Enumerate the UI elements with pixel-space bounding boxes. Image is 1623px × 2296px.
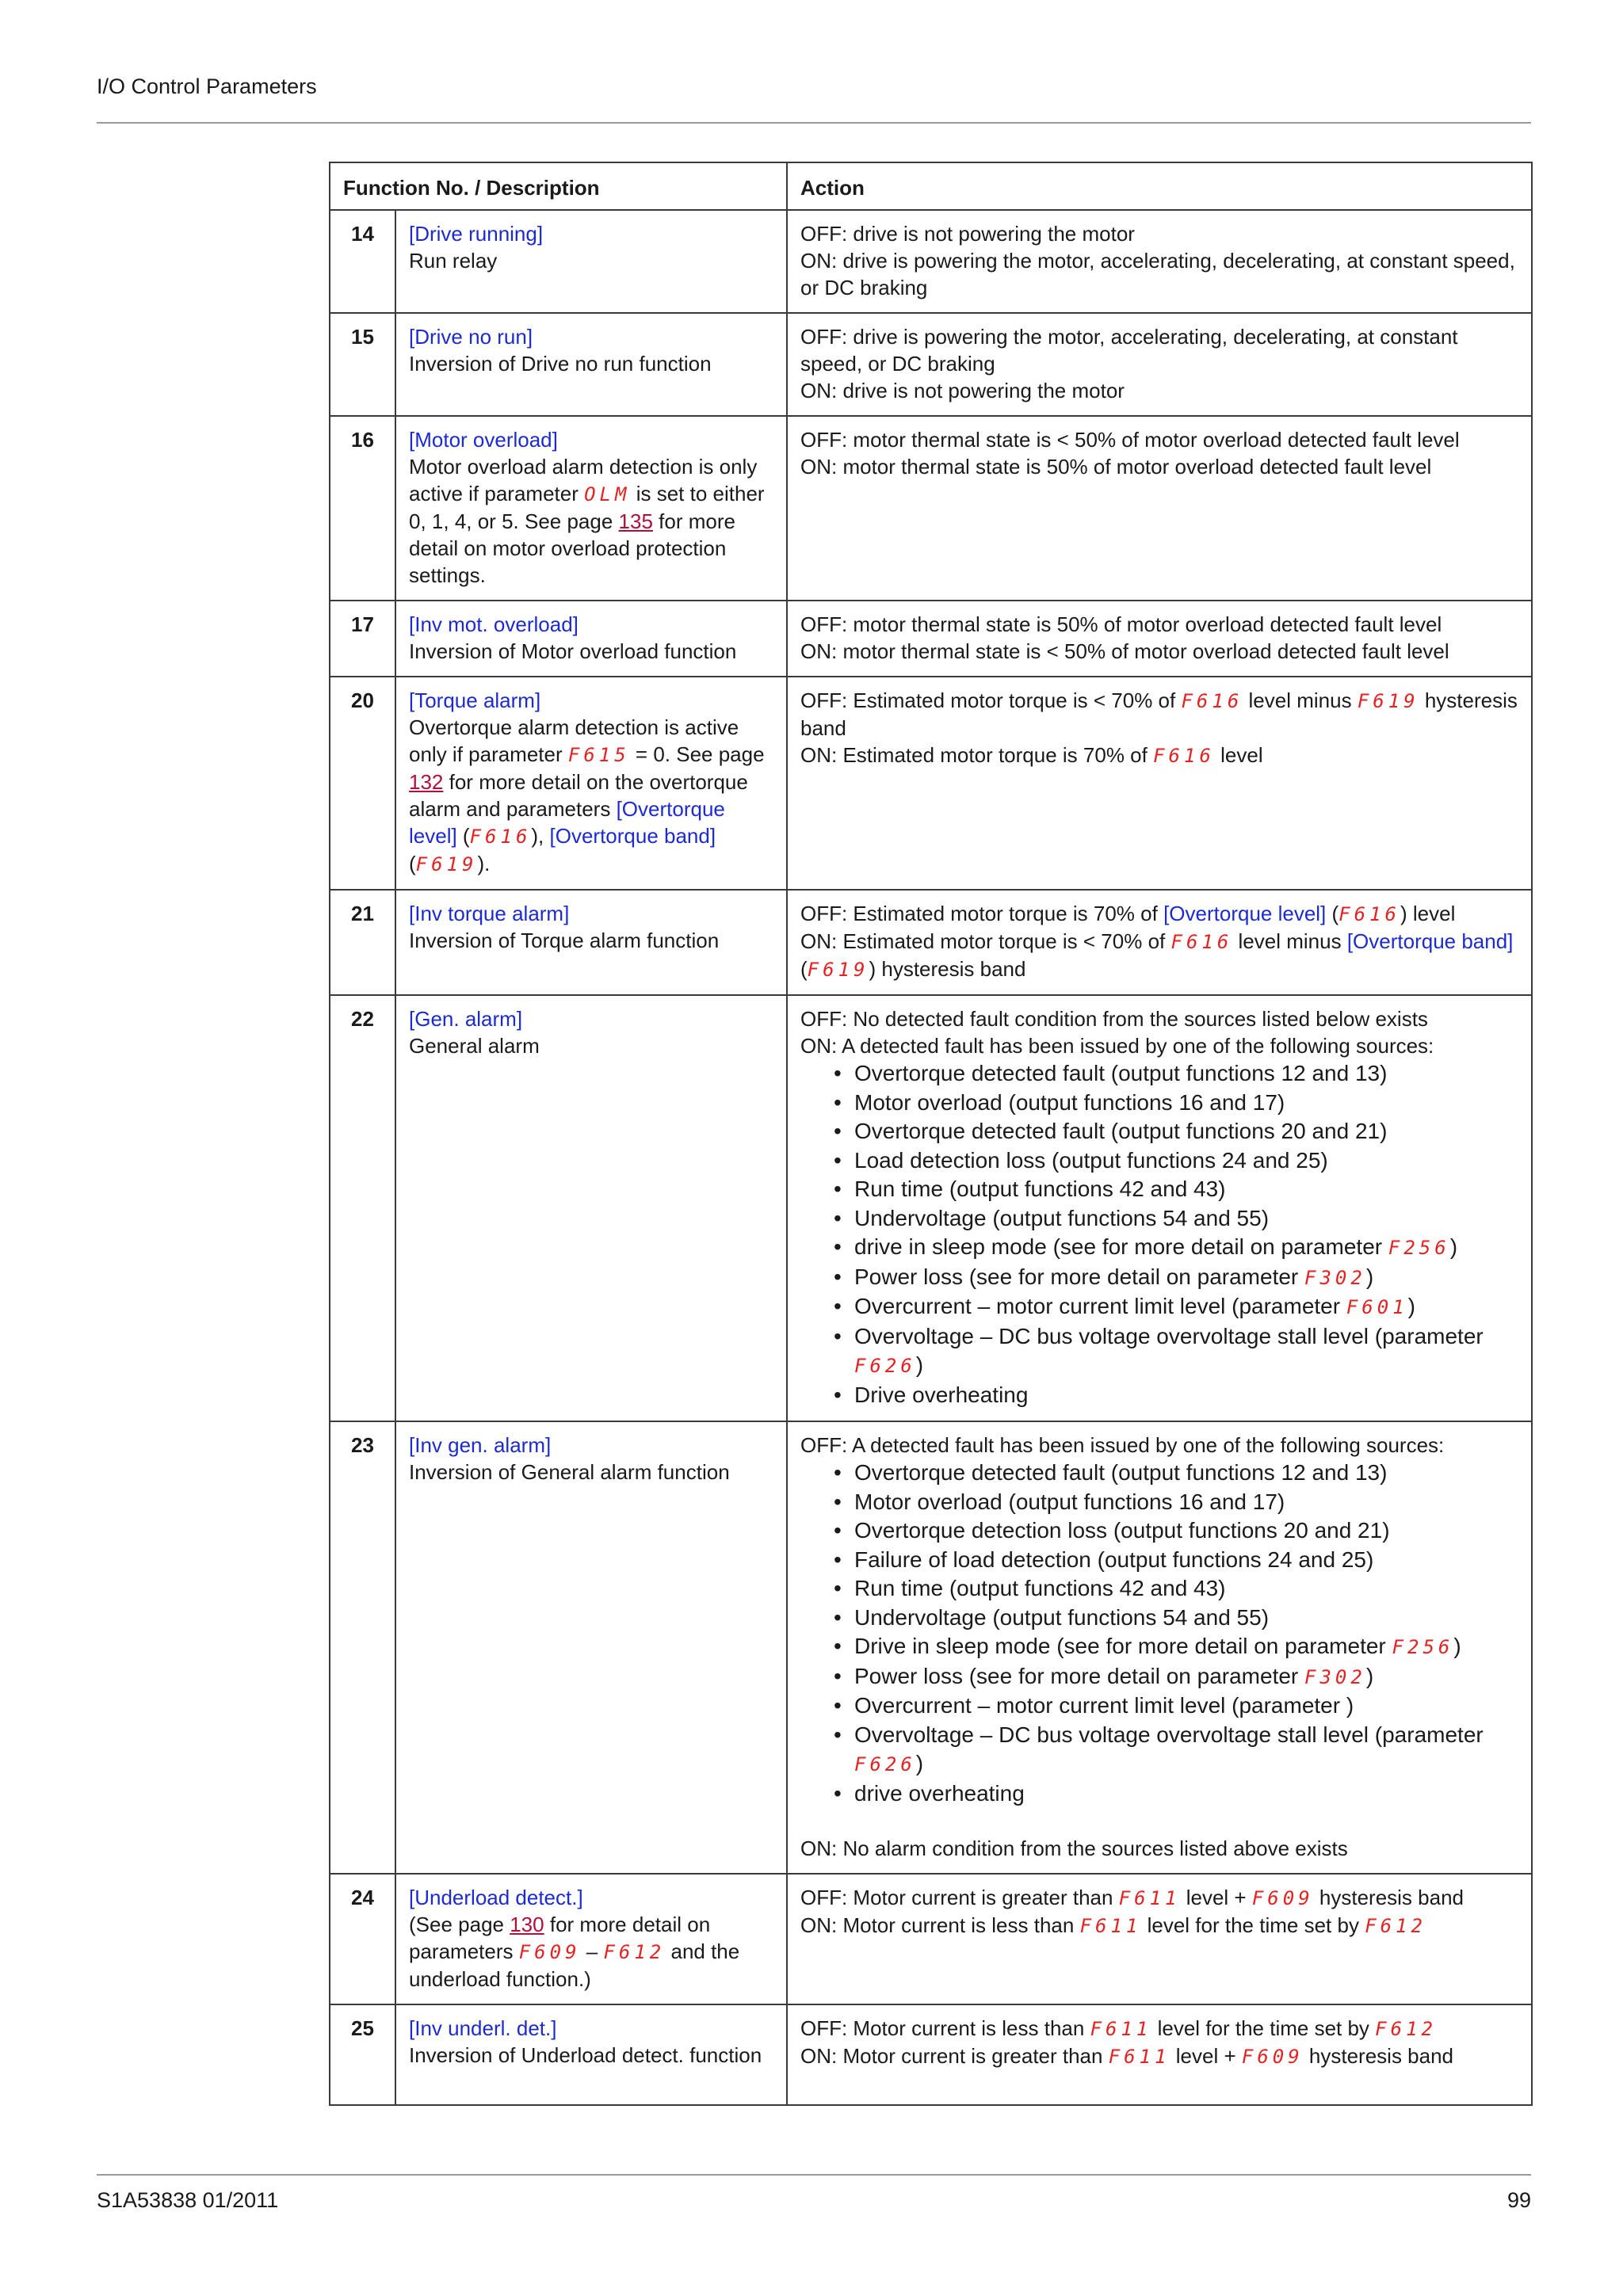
parameter-code: F616	[1181, 690, 1243, 712]
parameter-link-overtorque-band[interactable]: [Overtorque band]	[1346, 929, 1514, 953]
parameter-code: F609	[518, 1941, 581, 1963]
action-off: OFF: A detected fault has been issued by one of the following sources:	[800, 1433, 1445, 1457]
column-header-function: Function No. / Description	[330, 162, 787, 210]
action-off: OFF: motor thermal state is 50% of motor overload detected fault level	[800, 612, 1442, 636]
page-reference-link[interactable]: 130	[510, 1913, 544, 1936]
list-item: • Overcurrent – motor current limit level (parameter F601)	[834, 1292, 1523, 1322]
item-text: Overvoltage – DC bus voltage overvoltage stall level (parameter	[854, 1722, 1484, 1747]
item-text: Overvoltage – DC bus voltage overvoltage stall level (parameter	[854, 1323, 1484, 1348]
action-text: ON: Motor current is greater than	[800, 2044, 1103, 2068]
action-text: ON: Estimated motor torque is < 70% of	[800, 929, 1166, 953]
function-action	[787, 1421, 1532, 1874]
parameter-code: F611	[1108, 2046, 1170, 2068]
list-item: • Overcurrent – motor current limit level (parameter )	[834, 1691, 1523, 1721]
table-row	[330, 677, 1532, 890]
list-item: • Drive in sleep mode (see for more detail on parameter F256)	[834, 1632, 1523, 1662]
action-on: ON: A detected fault has been issued by one of the following sources:	[800, 1034, 1434, 1058]
parameter-code: F626	[854, 1753, 916, 1775]
function-description	[395, 995, 787, 1421]
action-on: ON: drive is powering the motor, accelerating, decelerating, at constant speed, or DC braking	[800, 249, 1515, 299]
action-on: ON: No alarm condition from the sources listed above exists	[800, 1836, 1348, 1860]
description-text: is set to either 0, 1, 4, or 5. See page	[409, 482, 765, 533]
action-text: level	[1220, 743, 1263, 767]
footer-divider	[97, 2174, 1531, 2176]
function-description: [Underload detect.] (See page 130 for more detail on parameters F609 – F612 and the underload function.)	[395, 1874, 787, 2004]
action-off: OFF: Estimated motor torque is 70% of [Overtorque level] (F616) level	[800, 902, 1456, 925]
list-item: • Overtorque detected fault (output functions 12 and 13)	[834, 1059, 1523, 1089]
action-text: ON: Motor current is less than	[800, 1913, 1075, 1937]
table-row	[330, 210, 1532, 313]
list-item: • drive in sleep mode (see for more detail on parameter F256)	[834, 1233, 1523, 1263]
action-off	[800, 687, 1523, 742]
parameter-code: F616	[469, 826, 532, 848]
parameter-code: F612	[603, 1941, 666, 1963]
parameter-code: F601	[1346, 1296, 1408, 1318]
action-text: ON: Estimated motor torque is 70% of	[800, 743, 1148, 767]
function-description	[395, 1421, 787, 1874]
table-row	[330, 313, 1532, 416]
function-name-link[interactable]: [Drive running]	[409, 222, 544, 246]
action-on: ON: Estimated motor torque is < 70% of F616 level minus [Overtorque band] (F619) hysteresis band	[800, 929, 1514, 981]
column-header-action: Action	[787, 162, 1532, 210]
action-off	[800, 2015, 1523, 2042]
page-header-title: I/O Control Parameters	[97, 74, 317, 98]
function-action	[787, 890, 1532, 995]
function-number: 15	[330, 313, 395, 416]
function-action	[787, 601, 1532, 677]
description-text: Inversion of Torque alarm function	[409, 929, 720, 952]
spacer	[800, 1808, 1523, 1835]
function-action	[787, 210, 1532, 313]
action-text: level minus	[1238, 929, 1342, 953]
action-text: level	[1412, 902, 1456, 925]
function-number: 16	[330, 416, 395, 601]
function-description: [Torque alarm] Overtorque alarm detection is active only if parameter F615 = 0. See page 132 for more detail on the overtorque alarm and parameters [Overtorque level] (F616), [Overtorque band] (F619).	[395, 677, 787, 890]
function-description	[395, 601, 787, 677]
action-text: hysteresis band	[800, 688, 1518, 740]
action-text: hysteresis band	[881, 957, 1026, 981]
description-text: and the underload function.)	[409, 1939, 740, 1991]
description-text: General alarm	[409, 1034, 540, 1058]
function-number: 17	[330, 601, 395, 677]
action-on	[800, 742, 1523, 769]
fault-source-list	[800, 1059, 1523, 1409]
item-text: Drive in sleep mode (see for more detail on parameter	[854, 1634, 1386, 1658]
parameter-code: F611	[1079, 1915, 1142, 1937]
list-item: • Overvoltage – DC bus voltage overvoltage stall level (parameter F626)	[834, 1322, 1523, 1381]
action-text: OFF: Estimated motor torque is 70% of	[800, 902, 1158, 925]
item-text: Overcurrent – motor current limit level (parameter	[854, 1294, 1341, 1318]
parameter-code: F616	[1170, 931, 1233, 953]
description-text: Inversion of General alarm function	[409, 1460, 730, 1484]
list-item: • Power loss (see for more detail on parameter F302)	[834, 1263, 1523, 1293]
function-action	[787, 677, 1532, 890]
list-item: • Failure of load detection (output functions 24 and 25)	[834, 1546, 1523, 1575]
action-off	[800, 1884, 1523, 1912]
parameter-code: F619	[1357, 690, 1419, 712]
parameter-code: F302	[1304, 1266, 1366, 1289]
footer-document-id: S1A53838 01/2011	[97, 2188, 279, 2212]
function-number: 14	[330, 210, 395, 313]
function-number: 20	[330, 677, 395, 890]
list-item: • Overtorque detected fault (output functions 20 and 21)	[834, 1117, 1523, 1146]
table-row	[330, 1421, 1532, 1874]
action-off: OFF: drive is powering the motor, accelerating, decelerating, at constant speed, or DC braking	[800, 325, 1458, 376]
parameter-code: F302	[1304, 1665, 1366, 1688]
action-off: OFF: motor thermal state is < 50% of motor overload detected fault level	[800, 428, 1460, 452]
description-text: Run relay	[409, 249, 498, 273]
list-item: • Motor overload (output functions 16 and 17)	[834, 1488, 1523, 1517]
header-divider	[97, 122, 1531, 124]
list-item: • Overtorque detected fault (output functions 12 and 13)	[834, 1459, 1523, 1488]
table-header-row	[330, 162, 1532, 210]
list-item: • Undervoltage (output functions 54 and 55)	[834, 1604, 1523, 1633]
function-action	[787, 416, 1532, 601]
function-action	[787, 2004, 1532, 2105]
description-text: Inversion of Motor overload function	[409, 639, 737, 663]
function-action	[787, 1874, 1532, 2004]
table-row	[330, 416, 1532, 601]
function-description	[395, 313, 787, 416]
action-on: ON: motor thermal state is 50% of motor overload detected fault level	[800, 455, 1432, 479]
function-description	[395, 2004, 787, 2105]
function-description	[395, 416, 787, 601]
action-on: ON: drive is not powering the motor	[800, 379, 1125, 402]
description-text: for more detail on motor overload protection settings.	[409, 509, 735, 587]
table-row	[330, 1874, 1532, 2004]
description-text: Motor overload alarm detection is only active if parameter	[409, 455, 758, 505]
parameter-code: F611	[1090, 2018, 1152, 2040]
function-number: 22	[330, 995, 395, 1421]
function-description	[395, 210, 787, 313]
list-item: • Motor overload (output functions 16 and 17)	[834, 1089, 1523, 1118]
list-item: • Overtorque detection loss (output functions 20 and 21)	[834, 1516, 1523, 1546]
action-text: hysteresis band	[1319, 1886, 1464, 1909]
item-text: Power loss (see for more detail on parameter	[854, 1663, 1299, 1688]
action-text: hysteresis band	[1308, 2044, 1454, 2068]
parameter-code: OLM	[584, 483, 631, 505]
function-name-link[interactable]: [Inv underl. det.]	[409, 2016, 557, 2040]
description-text: Overtorque alarm detection is active only if parameter	[409, 715, 739, 766]
function-name-link[interactable]: [Inv gen. alarm]	[409, 1433, 552, 1457]
list-item: • Run time (output functions 42 and 43)	[834, 1175, 1523, 1204]
action-text: level +	[1186, 1886, 1247, 1909]
function-name-link[interactable]: [Motor overload]	[409, 428, 558, 452]
action-text: level minus	[1248, 688, 1352, 712]
action-on	[800, 1912, 1523, 1939]
function-name-link[interactable]: [Gen. alarm]	[409, 1007, 523, 1031]
function-number: 24	[330, 1874, 395, 2004]
function-name-link[interactable]: [Drive no run]	[409, 325, 533, 349]
table-row	[330, 2004, 1532, 2105]
table-row	[330, 995, 1532, 1421]
function-name-link[interactable]: [Inv mot. overload]	[409, 612, 579, 636]
parameter-code: F256	[1388, 1237, 1450, 1259]
function-number: 21	[330, 890, 395, 995]
parameter-link-overtorque-band[interactable]: [Overtorque band]	[549, 824, 716, 848]
list-item: • Overvoltage – DC bus voltage overvoltage stall level (parameter F626)	[834, 1721, 1523, 1779]
action-text: OFF: Motor current is greater than	[800, 1886, 1113, 1909]
parameter-code: F609	[1251, 1887, 1314, 1909]
description-text: = 0. See page	[635, 742, 765, 766]
action-off: OFF: No detected fault condition from the sources listed below exists	[800, 1007, 1428, 1031]
footer-page-number: 99	[1507, 2188, 1531, 2212]
table-row	[330, 601, 1532, 677]
function-action	[787, 313, 1532, 416]
description-text: Inversion of Underload detect. function	[409, 2043, 762, 2067]
item-text: drive in sleep mode (see for more detail on parameter	[854, 1234, 1383, 1259]
list-item: • Load detection loss (output functions 24 and 25)	[834, 1146, 1523, 1176]
page-reference-link[interactable]: 135	[618, 509, 653, 533]
parameter-code: F616	[1153, 745, 1215, 767]
function-action	[787, 995, 1532, 1421]
description-text: for more detail on the overtorque alarm and parameters	[409, 770, 748, 821]
action-text: level for the time set by	[1147, 1913, 1359, 1937]
parameter-code: F619	[807, 959, 869, 981]
item-text: Power loss (see for more detail on parameter	[854, 1264, 1299, 1289]
function-description	[395, 890, 787, 995]
function-number: 23	[330, 1421, 395, 1874]
action-text: level +	[1175, 2044, 1236, 2068]
list-item: • Power loss (see for more detail on parameter F302)	[834, 1662, 1523, 1692]
action-on: ON: motor thermal state is < 50% of motor overload detected fault level	[800, 639, 1449, 663]
parameter-code: F609	[1241, 2046, 1304, 2068]
function-name-link[interactable]: [Underload detect.]	[409, 1886, 583, 1909]
parameter-code: F611	[1118, 1887, 1181, 1909]
description-text: Inversion of Drive no run function	[409, 352, 712, 376]
list-item: • Drive overheating	[834, 1381, 1523, 1410]
page-reference-link[interactable]: 132	[409, 770, 444, 794]
action-text: OFF: Motor current is less than	[800, 2016, 1085, 2040]
parameter-code: F612	[1375, 2018, 1437, 2040]
list-item: • Run time (output functions 42 and 43)	[834, 1574, 1523, 1604]
parameter-link-overtorque-level[interactable]: [Overtorque level]	[1163, 902, 1327, 925]
action-on	[800, 2042, 1523, 2070]
action-text: OFF: Estimated motor torque is < 70% of	[800, 688, 1176, 712]
parameter-code: F256	[1392, 1636, 1454, 1658]
list-item: • drive overheating	[834, 1779, 1523, 1809]
parameter-code: F619	[415, 853, 478, 875]
fault-source-list	[800, 1459, 1523, 1808]
action-off: OFF: drive is not powering the motor	[800, 222, 1135, 246]
parameter-link-overtorque-level[interactable]: [Overtorque level]	[409, 797, 725, 848]
function-number: 25	[330, 2004, 395, 2105]
io-parameters-table	[329, 162, 1533, 2106]
function-name-link[interactable]: [Inv torque alarm]	[409, 902, 570, 925]
function-name-link[interactable]: [Torque alarm]	[409, 688, 541, 712]
description-text: for more detail on parameters	[409, 1913, 711, 1963]
parameter-code: F616	[1338, 903, 1400, 925]
parameter-code: F626	[854, 1355, 916, 1377]
action-text: level for the time set by	[1157, 2016, 1369, 2040]
table-row	[330, 890, 1532, 995]
description-text: (See page	[409, 1913, 504, 1936]
parameter-code: F615	[567, 744, 630, 766]
parameter-code: F612	[1365, 1915, 1426, 1937]
list-item: • Undervoltage (output functions 54 and 55)	[834, 1204, 1523, 1234]
